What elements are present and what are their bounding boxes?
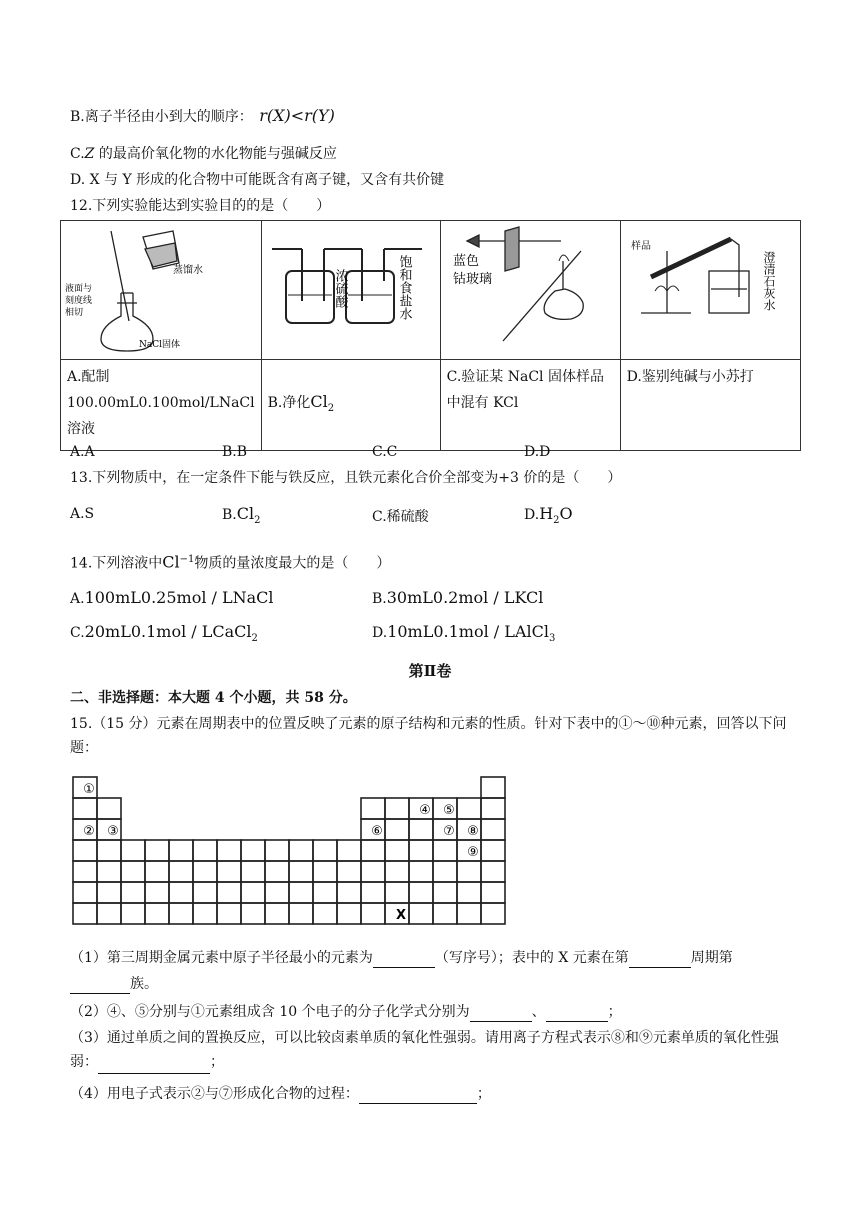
q11-option-c-text: 的最高价氧化物的水化物能与强碱反应 [94, 146, 337, 162]
q14-option-b-label: B. [372, 591, 387, 607]
periodic-table-cell [361, 882, 385, 903]
periodic-table-cell [73, 798, 97, 819]
mark-4: ④ [419, 803, 431, 818]
label-nacl-solid: NaCl固体 [139, 340, 181, 350]
periodic-table-cell [337, 861, 361, 882]
periodic-table-cell [481, 840, 505, 861]
periodic-table-cell [313, 861, 337, 882]
q14-option-d-text: 10mL0.1mol / LAlCl [387, 622, 549, 641]
q15-part2-text-c: ； [607, 1004, 622, 1020]
periodic-table-cell [241, 882, 265, 903]
volumetric-flask-diagram [61, 221, 243, 355]
answer-blank[interactable] [98, 1059, 210, 1074]
periodic-table-cell [121, 861, 145, 882]
q15-part2 [70, 1002, 622, 1022]
periodic-table-cell [145, 840, 169, 861]
q12-stem: 12.下列实验能达到实验目的的是（ ） [70, 198, 331, 214]
q15-part3-text-a: （3）通过单质之间的置换反应，可以比较卤素单质的氧化性强弱。请用离子方程式表示⑧和⑨元素单质的氧化性强弱： [70, 1030, 779, 1070]
q11-option-d: D. X 与 Y 形成的化合物中可能既含有离子键，又含有共价键 [70, 172, 445, 188]
q11-option-c-label: C. [70, 146, 85, 162]
q13-option-b [222, 504, 260, 526]
periodic-table-cell [73, 903, 97, 924]
mark-8: ⑧ [467, 824, 479, 839]
periodic-table-cell [481, 861, 505, 882]
q12-figure-d [620, 221, 800, 360]
part2-heading: 二、非选择题：本大题 4 个小题，共 58 分。 [70, 690, 357, 706]
periodic-table-cell [481, 798, 505, 819]
periodic-table-cell [121, 903, 145, 924]
q12-caption-c [440, 360, 620, 451]
periodic-table-cell [289, 882, 313, 903]
part2-title: 第Ⅱ卷 [408, 662, 452, 680]
q14-stem-prefix: 14.下列溶液中 [70, 555, 163, 572]
q14-option-d [372, 622, 555, 644]
label-saturated-brine: 饱和食盐水 [396, 255, 412, 320]
periodic-table-cell [193, 861, 217, 882]
periodic-table-cell [121, 840, 145, 861]
q13-option-d-end: O [559, 504, 573, 523]
answer-blank[interactable] [359, 1089, 477, 1104]
q12-choice-b: B.B [222, 444, 248, 460]
periodic-table-cell [457, 861, 481, 882]
periodic-table-cell [193, 903, 217, 924]
periodic-table-cell [145, 861, 169, 882]
periodic-table-cell [169, 840, 193, 861]
periodic-table-cell [457, 903, 481, 924]
periodic-table-cell [385, 819, 409, 840]
q14-option-a-label: A. [70, 591, 85, 607]
periodic-table-cell [337, 840, 361, 861]
periodic-table-cell [217, 840, 241, 861]
q14-option-b [372, 588, 543, 607]
answer-blank[interactable] [470, 1007, 532, 1022]
periodic-table-cell [121, 882, 145, 903]
q12-figure-a [61, 221, 262, 360]
periodic-table-cell [433, 840, 457, 861]
q14-stem [70, 550, 390, 574]
q14-option-a [70, 588, 274, 607]
q15-part3 [70, 1026, 794, 1074]
q14-option-c [70, 622, 258, 644]
periodic-table-cell [361, 840, 385, 861]
periodic-table-cell [97, 903, 121, 924]
q11-option-b [70, 106, 335, 127]
periodic-table-cell [217, 882, 241, 903]
periodic-table-cell [73, 840, 97, 861]
periodic-table-cell [409, 819, 433, 840]
periodic-table-cell [361, 861, 385, 882]
periodic-table-cell [265, 840, 289, 861]
periodic-table-cell [385, 798, 409, 819]
q11-option-c [70, 144, 337, 164]
label-level-2: 刻度线 [65, 296, 93, 306]
periodic-table-cell [433, 861, 457, 882]
q11-option-b-text: B.离子半径由小到大的顺序： [70, 109, 253, 125]
periodic-table-cell [73, 861, 97, 882]
periodic-table-cell [265, 903, 289, 924]
answer-blank[interactable] [373, 953, 435, 968]
answer-blank[interactable] [70, 979, 130, 994]
q15-part4-text-a: （4）用电子式表示②与⑦形成化合物的过程： [70, 1086, 359, 1102]
q14-option-d-sub: 3 [548, 632, 556, 644]
q12-caption-a-line3: 溶液 [67, 421, 95, 437]
label-limewater: 澄清石灰水 [761, 251, 776, 311]
q15-part4-text-b: ； [476, 1086, 491, 1102]
q12-caption-c-line2: 中混有 KCl [446, 395, 519, 411]
q13-option-b-sub: 2 [254, 514, 261, 526]
q14-option-b-text: 30mL0.2mol / LKCl [386, 588, 544, 607]
periodic-table-cell [169, 903, 193, 924]
q13-option-d-formula: H [539, 504, 554, 523]
periodic-table-cell [241, 840, 265, 861]
q12-caption-b-formula: Cl [310, 391, 328, 411]
mark-7: ⑦ [443, 824, 455, 839]
periodic-table-cell [481, 819, 505, 840]
mark-5: ⑤ [443, 803, 455, 818]
q14-option-a-text: 100mL0.25mol / LNaCl [84, 588, 274, 607]
q13-option-c: C.稀硫酸 [372, 509, 429, 525]
periodic-table-cell [409, 882, 433, 903]
periodic-table-cell [97, 798, 121, 819]
periodic-table-cell [313, 903, 337, 924]
periodic-table-grid [72, 776, 512, 932]
q13-option-b-formula: Cl [236, 504, 255, 523]
periodic-table-cell [241, 861, 265, 882]
q13-option-b-label: B. [222, 507, 237, 523]
label-sample: 样品 [630, 241, 651, 252]
periodic-table-cell [265, 882, 289, 903]
q11-option-c-z: Z [84, 146, 95, 162]
q13-option-d-sub: 2 [553, 514, 560, 526]
q14-stem-formula: Cl [162, 552, 180, 572]
q15-part4 [70, 1084, 491, 1104]
q15-part1-text-c: 周期第 [690, 950, 733, 966]
q15-part1-text-a: （1）第三周期金属元素中原子半径最小的元素为 [70, 950, 373, 966]
q12-caption-a-line1: A.配制 [67, 369, 110, 385]
periodic-table-cell [409, 840, 433, 861]
periodic-table-cell [145, 882, 169, 903]
periodic-table-cell [193, 882, 217, 903]
flame-test-diagram [441, 221, 620, 355]
q15-part1-text-b: （写序号）；表中的 X 元素在第 [434, 950, 629, 966]
periodic-table-cell [73, 882, 97, 903]
q12-caption-b-sub: 2 [327, 402, 335, 414]
periodic-table-cell [457, 798, 481, 819]
periodic-table-cell [217, 903, 241, 924]
periodic-table-cell [409, 861, 433, 882]
label-conc-h2so4: 浓硫酸 [332, 269, 348, 308]
periodic-table-cell [337, 903, 361, 924]
periodic-table-cell [97, 861, 121, 882]
q12-choice-c: C.C [372, 444, 398, 460]
q12-caption-b [261, 360, 440, 451]
mark-2: ② [83, 824, 95, 839]
periodic-table-cell [289, 903, 313, 924]
q12-choice-a: A.A [70, 444, 95, 460]
q12-caption-b-text: B.净化 [267, 394, 311, 411]
q14-stem-rest: 物质的量浓度最大的是（ ） [194, 555, 391, 572]
q14-option-c-sub: 2 [251, 632, 258, 644]
periodic-table-cell [481, 903, 505, 924]
periodic-table-cell [289, 861, 313, 882]
periodic-table-cell [385, 861, 409, 882]
q11-option-b-formula: r(X)<r(Y) [259, 106, 335, 125]
mark-3: ③ [107, 824, 119, 839]
mark-9: ⑨ [467, 845, 479, 860]
q15-part2-text-a: （2）④、⑤分别与①元素组成含 10 个电子的分子化学式分别为 [70, 1004, 470, 1020]
periodic-table-cell [193, 840, 217, 861]
mark-6: ⑥ [371, 824, 383, 839]
q13-option-a: A.S [70, 506, 95, 522]
label-blue: 蓝色 [452, 254, 479, 269]
q13-option-d [524, 504, 573, 526]
periodic-table-cell [481, 882, 505, 903]
q14-option-c-text: 20mL0.1mol / LCaCl [84, 622, 252, 641]
periodic-table-cell [241, 903, 265, 924]
q15-part3-text-b: ； [210, 1054, 224, 1070]
q12-figure-c [440, 221, 620, 360]
q12-caption-a [61, 360, 262, 451]
q14-option-c-label: C. [70, 625, 85, 641]
periodic-table-cell [457, 882, 481, 903]
label-cobalt-glass: 钴玻璃 [452, 272, 492, 287]
label-level-1: 液面与 [65, 284, 93, 294]
mark-1: ① [83, 782, 95, 797]
q12-caption-d: D.鉴别纯碱与小苏打 [620, 360, 800, 451]
periodic-table-cell [433, 882, 457, 903]
q14-option-d-label: D. [372, 625, 388, 641]
q15-part1-text-d: 族。 [130, 976, 158, 992]
periodic-table-cell [409, 903, 433, 924]
periodic-table-cell [289, 840, 313, 861]
heating-apparatus-diagram [621, 221, 800, 355]
answer-blank[interactable] [629, 953, 691, 968]
q12-caption-a-line2: 100.00mL0.100mol/LNaCl [67, 395, 255, 411]
q15-part1-line1 [70, 948, 733, 968]
q13-option-d-label: D. [524, 507, 540, 523]
periodic-table-cell [337, 882, 361, 903]
q12-choice-d: D.D [524, 444, 551, 460]
periodic-table-cell [433, 903, 457, 924]
q14-stem-sup: −1 [179, 554, 195, 565]
periodic-table-cell [97, 882, 121, 903]
periodic-table-cell [313, 840, 337, 861]
q13-stem: 13.下列物质中，在一定条件下能与铁反应，且铁元素化合价全部变为+3 价的是（ ） [70, 470, 622, 486]
q15-stem: 15.（15 分）元素在周期表中的位置反映了元素的原子结构和元素的性质。针对下表中的①～⑩种元素，回答以下问题： [70, 716, 787, 756]
answer-blank[interactable] [546, 1007, 608, 1022]
periodic-table-cell [385, 840, 409, 861]
periodic-table-cell [217, 861, 241, 882]
periodic-table-cell [385, 882, 409, 903]
q12-figure-b [261, 221, 440, 360]
periodic-table-cell [313, 882, 337, 903]
gas-washing-bottles-diagram [262, 221, 440, 355]
q12-experiment-table [60, 220, 801, 451]
q15-part2-text-b: 、 [531, 1004, 546, 1020]
periodic-table-cell [169, 861, 193, 882]
periodic-table-cell [145, 903, 169, 924]
periodic-table-cell [361, 798, 385, 819]
periodic-table-cell [169, 882, 193, 903]
label-level-3: 相切 [65, 308, 84, 318]
periodic-table-cell [361, 903, 385, 924]
periodic-table-cell [97, 840, 121, 861]
q12-caption-c-line1: C.验证某 NaCl 固体样品 [446, 369, 604, 385]
periodic-table-cell [481, 777, 505, 798]
periodic-table-cell [265, 861, 289, 882]
q15-part1-line2 [70, 974, 158, 994]
label-distilled-water: 蒸馏水 [173, 265, 203, 276]
mark-x: X [395, 908, 407, 923]
